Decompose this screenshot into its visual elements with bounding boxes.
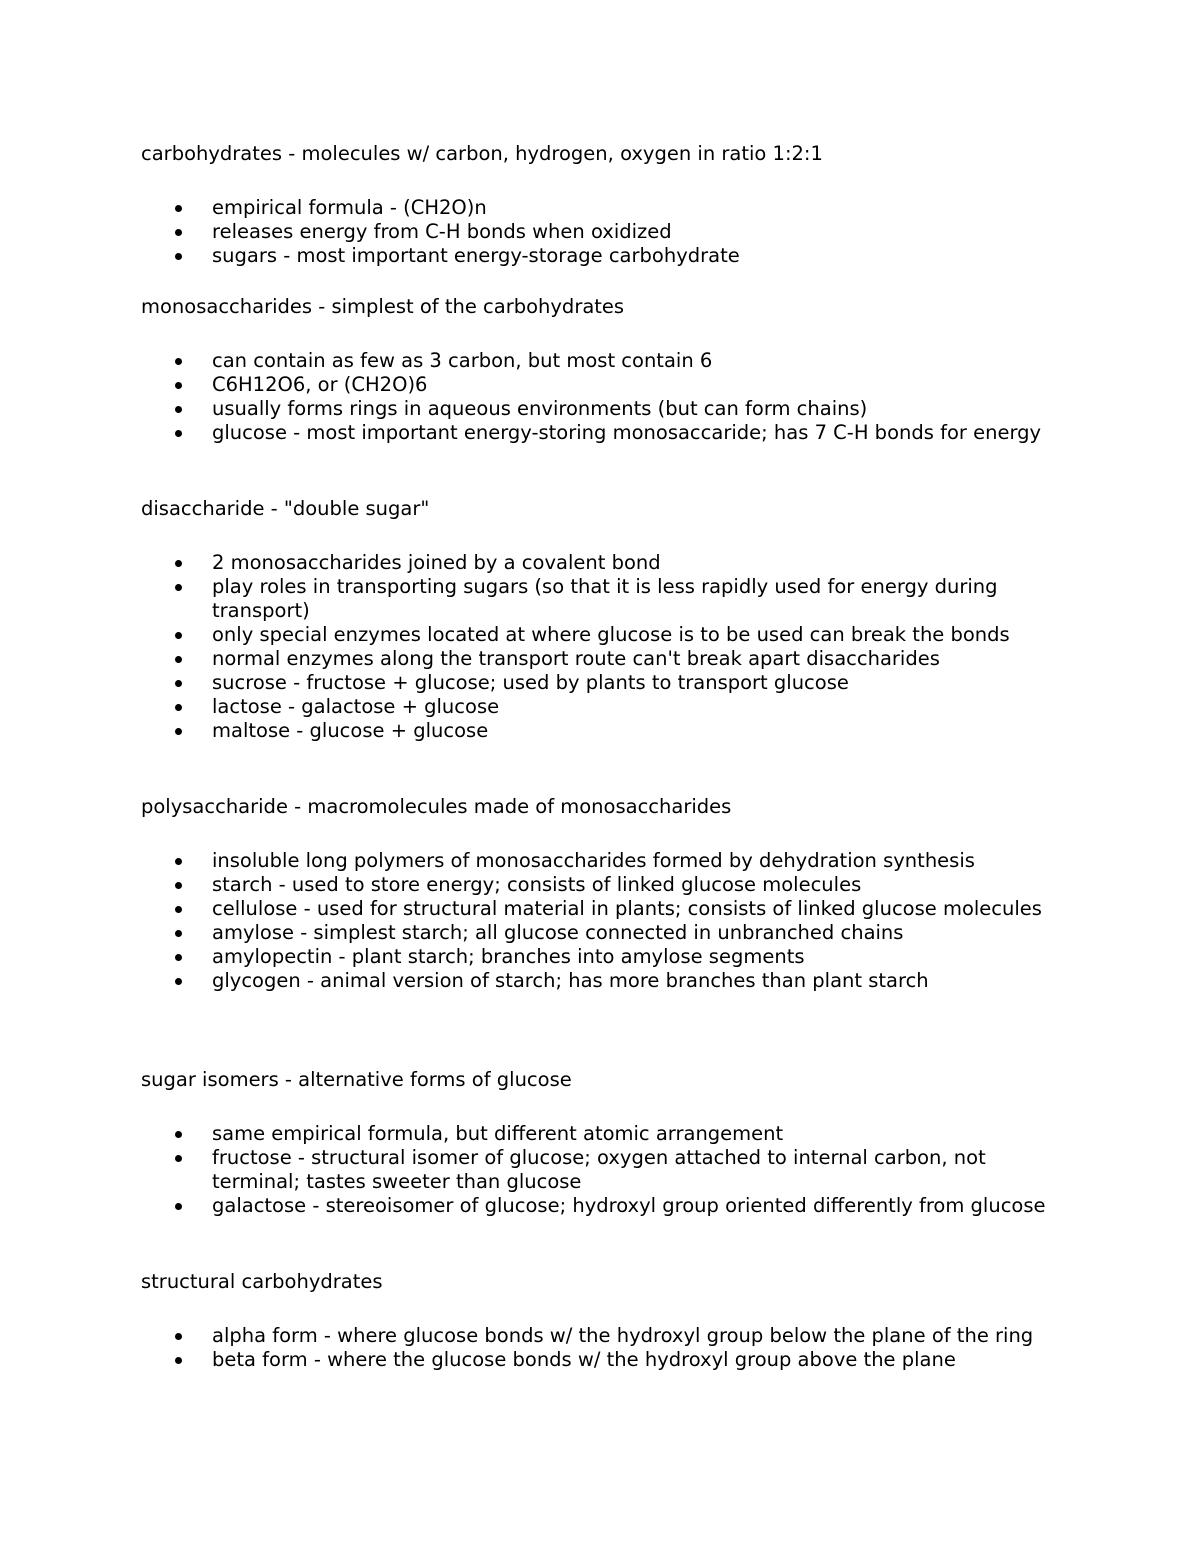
- bullet-icon: [175, 1131, 182, 1138]
- list-item-text: amylose - simplest starch; all glucose connected in unbranched chains: [212, 921, 904, 944]
- section-heading: polysaccharide - macromolecules made of monosaccharides: [141, 795, 732, 818]
- list-item-text: releases energy from C-H bonds when oxidized: [212, 220, 672, 243]
- list-item: [141, 623, 1062, 647]
- bullet-icon: [175, 358, 182, 365]
- list-item: [141, 1122, 1062, 1146]
- list-item: [141, 647, 1062, 671]
- section-disaccharide: [141, 497, 1061, 743]
- list-item: [141, 969, 1062, 993]
- section-carbohydrates: [141, 142, 1061, 268]
- section-sugar-isomers: [141, 1068, 1061, 1218]
- list-item: [141, 1146, 1062, 1194]
- section-heading: carbohydrates - molecules w/ carbon, hydrogen, oxygen in ratio 1:2:1: [141, 142, 823, 165]
- section-heading: disaccharide - "double sugar": [141, 497, 430, 520]
- bullet-icon: [175, 882, 182, 889]
- bullet-icon: [175, 1203, 182, 1210]
- list-item-text: C6H12O6, or (CH2O)6: [212, 373, 428, 396]
- section-structural-carbohydrates: [141, 1270, 1061, 1372]
- list-item: [141, 349, 1062, 373]
- list-item: [141, 719, 1062, 743]
- section-heading: monosaccharides - simplest of the carbohydrates: [141, 295, 625, 318]
- list-item-text: only special enzymes located at where glucose is to be used can break the bonds: [212, 623, 1010, 646]
- list-item: [141, 421, 1062, 445]
- list-item-text: fructose - structural isomer of glucose; oxygen attached to internal carbon, not terminal; tastes sweeter than glucose: [212, 1146, 986, 1193]
- bullet-list: [141, 349, 1061, 445]
- list-item-text: sucrose - fructose + glucose; used by plants to transport glucose: [212, 671, 849, 694]
- list-item-text: lactose - galactose + glucose: [212, 695, 500, 718]
- list-item: [141, 1348, 1062, 1372]
- list-item-text: beta form - where the glucose bonds w/ the hydroxyl group above the plane: [212, 1348, 956, 1371]
- list-item-text: glycogen - animal version of starch; has more branches than plant starch: [212, 969, 929, 992]
- list-item-text: normal enzymes along the transport route can't break apart disaccharides: [212, 647, 940, 670]
- bullet-icon: [175, 978, 182, 985]
- list-item-text: amylopectin - plant starch; branches into amylose segments: [212, 945, 805, 968]
- bullet-icon: [175, 728, 182, 735]
- bullet-icon: [175, 930, 182, 937]
- list-item-text: galactose - stereoisomer of glucose; hydroxyl group oriented differently from glucose: [212, 1194, 1046, 1217]
- section-polysaccharide: [141, 795, 1061, 993]
- list-item: [141, 244, 1062, 268]
- bullet-icon: [175, 584, 182, 591]
- list-item: [141, 921, 1062, 945]
- list-item-text: play roles in transporting sugars (so that it is less rapidly used for energy during transport): [212, 575, 998, 622]
- bullet-icon: [175, 680, 182, 687]
- list-item-text: same empirical formula, but different atomic arrangement: [212, 1122, 784, 1145]
- bullet-list: [141, 551, 1061, 743]
- list-item: [141, 551, 1062, 575]
- bullet-icon: [175, 253, 182, 260]
- list-item: [141, 849, 1062, 873]
- bullet-icon: [175, 656, 182, 663]
- bullet-icon: [175, 704, 182, 711]
- bullet-icon: [175, 954, 182, 961]
- list-item-text: alpha form - where glucose bonds w/ the hydroxyl group below the plane of the ring: [212, 1324, 1034, 1347]
- bullet-icon: [175, 430, 182, 437]
- bullet-icon: [175, 1357, 182, 1364]
- list-item-text: insoluble long polymers of monosaccharides formed by dehydration synthesis: [212, 849, 975, 872]
- bullet-icon: [175, 229, 182, 236]
- section-heading: structural carbohydrates: [141, 1270, 383, 1293]
- list-item: [141, 397, 1062, 421]
- list-item: [141, 220, 1062, 244]
- bullet-list: [141, 196, 1061, 268]
- list-item-text: usually forms rings in aqueous environments (but can form chains): [212, 397, 868, 420]
- list-item: [141, 575, 1062, 623]
- list-item-text: sugars - most important energy-storage carbohydrate: [212, 244, 740, 267]
- list-item: [141, 873, 1062, 897]
- list-item: [141, 1324, 1062, 1348]
- list-item: [141, 373, 1062, 397]
- bullet-icon: [175, 1155, 182, 1162]
- list-item: [141, 695, 1062, 719]
- bullet-icon: [175, 858, 182, 865]
- bullet-icon: [175, 1333, 182, 1340]
- list-item: [141, 897, 1062, 921]
- list-item-text: starch - used to store energy; consists of linked glucose molecules: [212, 873, 862, 896]
- list-item-text: cellulose - used for structural material in plants; consists of linked glucose molecules: [212, 897, 1042, 920]
- list-item-text: can contain as few as 3 carbon, but most contain 6: [212, 349, 713, 372]
- bullet-icon: [175, 906, 182, 913]
- list-item-text: glucose - most important energy-storing monosaccaride; has 7 C-H bonds for energy: [212, 421, 1042, 444]
- bullet-icon: [175, 382, 182, 389]
- list-item: [141, 196, 1062, 220]
- bullet-icon: [175, 632, 182, 639]
- list-item: [141, 671, 1062, 695]
- section-monosaccharides: [141, 295, 1061, 445]
- bullet-list: [141, 1122, 1061, 1218]
- bullet-icon: [175, 560, 182, 567]
- bullet-list: [141, 849, 1061, 993]
- list-item-text: 2 monosaccharides joined by a covalent bond: [212, 551, 661, 574]
- bullet-icon: [175, 406, 182, 413]
- list-item: [141, 1194, 1062, 1218]
- list-item-text: empirical formula - (CH2O)n: [212, 196, 487, 219]
- list-item: [141, 945, 1062, 969]
- bullet-list: [141, 1324, 1061, 1372]
- list-item-text: maltose - glucose + glucose: [212, 719, 489, 742]
- section-heading: sugar isomers - alternative forms of glucose: [141, 1068, 572, 1091]
- bullet-icon: [175, 205, 182, 212]
